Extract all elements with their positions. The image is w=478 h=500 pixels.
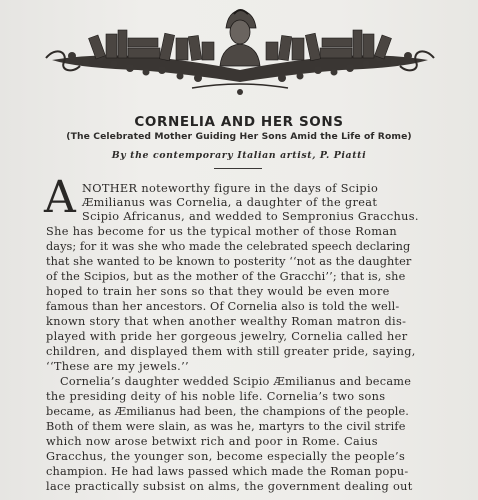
text-line: famous than her ancestors. Of Cornelia also is told the well- <box>46 300 400 313</box>
text-line: played with pride her gorgeous jewelry, Cornelia called her <box>46 330 408 343</box>
title-divider <box>214 168 262 169</box>
text-line: which now arose betwixt rich and poor in Rome. Caius <box>46 435 378 448</box>
text-line: Cornelia’s daughter wedded Scipio Æmilianus and became <box>60 375 412 388</box>
article-title: CORNELIA AND HER SONS <box>134 114 344 130</box>
article-subtitle: (The Celebrated Mother Guiding Her Sons Amid the Life of Rome) <box>66 131 412 142</box>
text-line: lace practically subsist on alms, the government dealing out <box>46 480 413 493</box>
text-line: known story that when another wealthy Roman matron dis- <box>46 315 407 328</box>
article-byline: By the contemporary Italian artist, P. Piatti <box>111 150 367 161</box>
text-line: days; for it was she who made the celebrated speech declaring <box>46 240 411 253</box>
text-line: Gracchus, the younger son, become especially the people’s <box>46 450 406 463</box>
text-line: Æmilianus was Cornelia, a daughter of the great <box>82 196 378 209</box>
text-line: the presiding deity of his noble life. Cornelia’s two sons <box>46 390 386 403</box>
text-line: champion. He had laws passed which made the Roman popu- <box>46 465 409 478</box>
decorative-headpiece <box>42 8 438 100</box>
text-line: became, as Æmilianus had been, the champions of the people. <box>46 405 409 418</box>
text-line: Scipio Africanus, and wedded to Sempronius Gracchus. <box>82 210 419 223</box>
text-line: children, and displayed them with still greater pride, saying, <box>46 345 416 358</box>
drop-cap: A <box>44 172 76 223</box>
text-line: She has become for us the typical mother of those Roman <box>46 225 398 238</box>
text-line: hoped to train her sons so that they would be even more <box>46 285 390 298</box>
text-line: ‘‘These are my jewels.’’ <box>46 360 189 373</box>
text-line: of the Scipios, but as the mother of the Gracchi’’; that is, she <box>46 270 406 283</box>
text-line: Both of them were slain, as was he, martyrs to the civil strife <box>46 420 406 433</box>
text-line: NOTHER noteworthy figure in the days of Scipio <box>82 182 379 195</box>
text-line: that she wanted to be known to posterity ‘‘not as the daughter <box>46 255 412 268</box>
